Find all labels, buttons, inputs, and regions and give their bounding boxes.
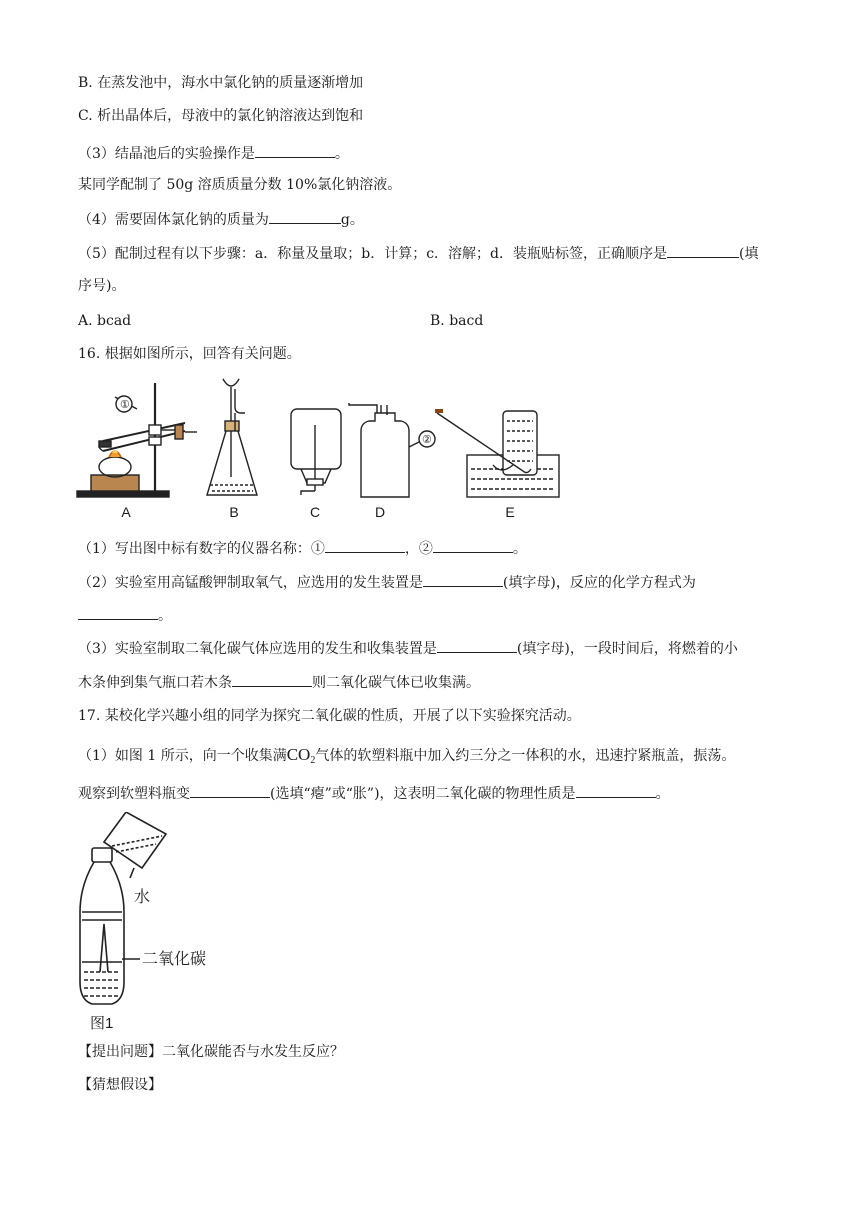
mark-1: ① bbox=[120, 398, 130, 411]
q16-part2: （2）实验室用高锰酸钾制取氧气，应选用的发生装置是 (填字母)，反应的化学方程式为 bbox=[78, 572, 696, 593]
apparatus-e bbox=[435, 411, 559, 497]
answer-blank[interactable] bbox=[437, 638, 517, 653]
q17-question: 【提出问题】二氧化碳能否与水发生反应？ bbox=[78, 1044, 344, 1060]
label-b: B bbox=[229, 504, 239, 520]
answer-blank[interactable] bbox=[667, 243, 739, 258]
q17-hypothesis: 【猜想假设】 bbox=[78, 1077, 162, 1093]
q17-title: 17. 某校化学兴趣小组的同学为探究二氧化碳的性质，开展了以下实验探究活动。 bbox=[78, 708, 581, 724]
answer-blank[interactable] bbox=[78, 605, 158, 620]
label-a: A bbox=[121, 504, 131, 520]
q15-part5-cont: 序号)。 bbox=[78, 278, 126, 294]
apparatus-b bbox=[207, 379, 257, 495]
q15-intro: 某同学配制了 50g 溶质质量分数 10%氯化钠溶液。 bbox=[78, 177, 402, 193]
apparatus-d bbox=[349, 403, 435, 497]
q15-choice-b: B. bacd bbox=[430, 313, 484, 329]
apparatus-a bbox=[77, 383, 197, 497]
q17-part1: （1）如图 1 所示，向一个收集满$CO_2$气体的软塑料瓶中加入约三分之一体积的水，迅速拧紧瓶盖，振荡。 bbox=[78, 745, 736, 766]
mark-2: ② bbox=[422, 433, 432, 446]
label-e: E bbox=[505, 504, 515, 520]
figure-1-caption: 图1 bbox=[90, 1015, 114, 1032]
apparatus-c bbox=[291, 409, 341, 495]
q16-part3: （3）实验室制取二氧化碳气体应选用的发生和收集装置是 (填字母)，一段时间后，将燃着的小 bbox=[78, 638, 738, 659]
q15-option-b: B. 在蒸发池中，海水中氯化钠的质量逐渐增加 bbox=[78, 75, 364, 91]
q17-part1-cont: 观察到软塑料瓶变 (选填“瘪”或“胀”)，这表明二氧化碳的物理性质是 。 bbox=[78, 783, 670, 804]
answer-blank[interactable] bbox=[255, 143, 335, 158]
answer-blank[interactable] bbox=[433, 538, 513, 553]
figure-1-bottle bbox=[76, 812, 246, 1012]
q15-choice-a: A. bcad bbox=[78, 313, 132, 329]
answer-blank[interactable] bbox=[232, 672, 312, 687]
answer-blank[interactable] bbox=[269, 209, 341, 224]
label-c: C bbox=[309, 504, 321, 520]
q15-part5: （5）配制过程有以下步骤：a．称量及量取；b．计算；c．溶解；d．装瓶贴标签，正确顺序是 (填 bbox=[78, 243, 759, 264]
answer-blank[interactable] bbox=[576, 783, 656, 798]
apparatus-figure bbox=[75, 375, 565, 525]
q16-part1: （1）写出图中标有数字的仪器名称：① ，② 。 bbox=[78, 538, 527, 559]
answer-blank[interactable] bbox=[423, 572, 503, 587]
answer-blank[interactable] bbox=[325, 538, 405, 553]
answer-blank[interactable] bbox=[190, 783, 270, 798]
q16-part2-cont: 。 bbox=[78, 605, 172, 626]
q15-part4: （4）需要固体氯化钠的质量为 g。 bbox=[78, 209, 364, 230]
co2-formula: $CO_2$ bbox=[286, 745, 316, 766]
label-d: D bbox=[374, 504, 386, 520]
q15-option-c: C. 析出晶体后，母液中的氯化钠溶液达到饱和 bbox=[78, 108, 364, 124]
q15-part3: （3）结晶池后的实验操作是 。 bbox=[78, 143, 349, 164]
label-water: 水 bbox=[134, 889, 151, 906]
label-co2: 二氧化碳 bbox=[142, 951, 207, 968]
q16-title: 16. 根据如图所示，回答有关问题。 bbox=[78, 346, 301, 362]
q16-part3-cont: 木条伸到集气瓶口若木条 则二氧化碳气体已收集满。 bbox=[78, 672, 480, 693]
